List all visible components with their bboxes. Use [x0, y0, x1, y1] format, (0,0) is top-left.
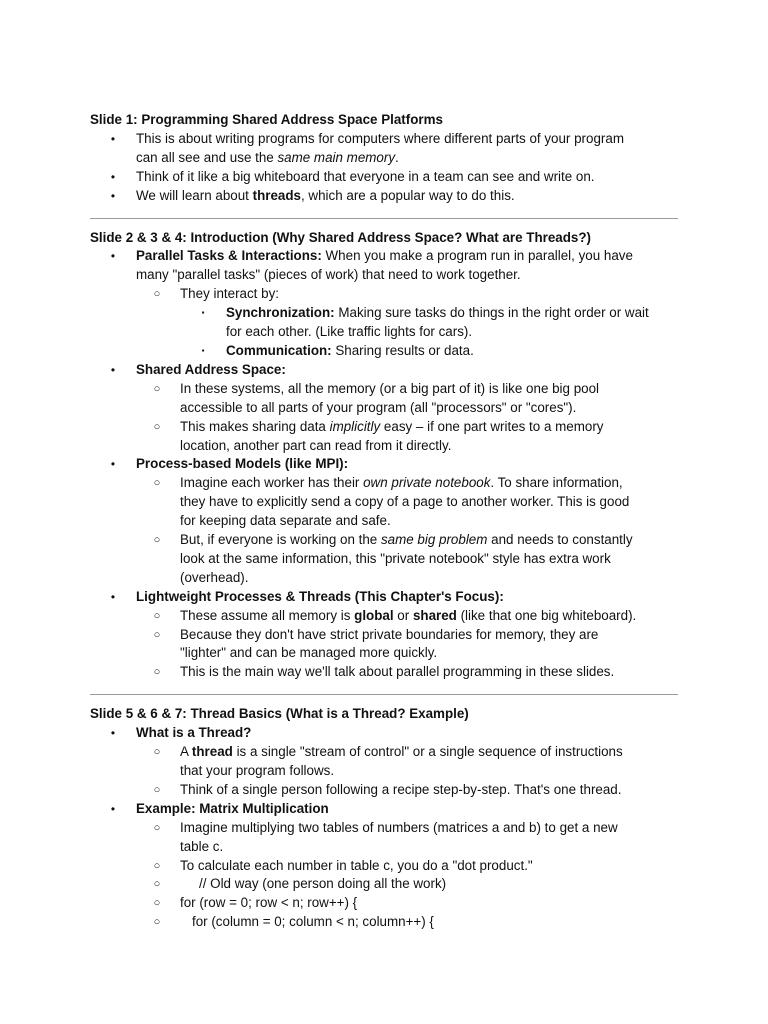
- bullet-icon: •: [110, 801, 116, 816]
- list-item: • What is a Thread?: [90, 724, 690, 743]
- circle-bullet-icon: ○: [153, 666, 161, 679]
- circle-bullet-icon: ○: [153, 821, 161, 834]
- list-item: • This is about writing programs for computers where different parts of your program: [90, 130, 690, 149]
- sub-list-item: ○ This is the main way we'll talk about parallel programming in these slides.: [90, 663, 690, 682]
- list-item-continuation: can all see and use the same main memory.: [136, 149, 399, 165]
- sub-list-item: ○ In these systems, all the memory (or a big part of it) is like one big pool: [90, 380, 690, 399]
- circle-bullet-icon: ○: [153, 897, 161, 910]
- bullet-icon: •: [110, 169, 116, 184]
- sub-list-item: ○ Imagine multiplying two tables of numbers (matrices a and b) to get a new: [90, 819, 690, 838]
- list-item: • Example: Matrix Multiplication: [90, 800, 690, 819]
- list-item: • Lightweight Processes & Threads (This Chapter's Focus):: [90, 588, 690, 607]
- sub-list-item: ○ for (row = 0; row < n; row++) {: [90, 894, 690, 913]
- bullet-icon: •: [110, 589, 116, 604]
- circle-bullet-icon: ○: [153, 916, 161, 929]
- slide5-heading: Slide 5 & 6 & 7: Thread Basics (What is a Thread? Example): [90, 706, 469, 722]
- list-item-continuation: that your program follows.: [180, 763, 335, 778]
- circle-bullet-icon: ○: [153, 878, 161, 891]
- sub-sub-list-item: ▪ Communication: Sharing results or data.: [90, 342, 690, 361]
- circle-bullet-icon: ○: [153, 783, 161, 796]
- list-item: • Shared Address Space:: [90, 361, 690, 380]
- list-item-continuation: accessible to all parts of your program (all "processors" or "cores").: [180, 399, 577, 415]
- circle-bullet-icon: ○: [153, 628, 161, 641]
- bullet-icon: •: [110, 249, 116, 264]
- sub-list-item: ○ Because they don't have strict private boundaries for memory, they are: [90, 626, 690, 645]
- sub-list-item: ○ for (column = 0; column < n; column++) {: [90, 913, 690, 932]
- circle-bullet-icon: ○: [153, 420, 161, 433]
- square-bullet-icon: ▪: [201, 345, 205, 355]
- circle-bullet-icon: ○: [153, 382, 161, 395]
- list-item-continuation: table c.: [180, 838, 224, 854]
- circle-bullet-icon: ○: [153, 746, 161, 759]
- list-item-continuation: many "parallel tasks" (pieces of work) that need to work together.: [136, 267, 521, 283]
- circle-bullet-icon: ○: [153, 609, 161, 622]
- list-item-continuation: for each other. (Like traffic lights for cars).: [226, 324, 473, 340]
- list-item: • We will learn about threads, which are a popular way to do this.: [90, 187, 690, 206]
- sub-sub-list-item: ▪ Synchronization: Making sure tasks do things in the right order or wait: [90, 304, 690, 323]
- section-divider: [90, 694, 678, 695]
- list-item-continuation: look at the same information, this "private notebook" style has extra work: [180, 550, 611, 566]
- square-bullet-icon: ▪: [201, 308, 205, 318]
- bullet-icon: •: [110, 188, 116, 203]
- circle-bullet-icon: ○: [153, 477, 161, 490]
- document-body: [90, 111, 690, 932]
- list-item-continuation: (overhead).: [180, 569, 249, 585]
- circle-bullet-icon: ○: [153, 859, 161, 872]
- list-item: • Parallel Tasks & Interactions: When you make a program run in parallel, you have: [90, 247, 690, 266]
- sub-list-item: ○ But, if everyone is working on the same big problem and needs to constantly: [90, 531, 690, 550]
- bullet-icon: •: [110, 457, 116, 472]
- sub-list-item: ○ Imagine each worker has their own private notebook. To share information,: [90, 474, 690, 493]
- list-item-continuation: location, another part can read from it directly.: [180, 437, 452, 453]
- section-divider: [90, 218, 678, 219]
- list-item-continuation: for keeping data separate and safe.: [180, 513, 391, 529]
- sub-list-item: ○ This makes sharing data implicitly easy – if one part writes to a memory: [90, 418, 690, 437]
- sub-list-item: ○ // Old way (one person doing all the work): [90, 875, 690, 894]
- sub-list-item: ○ Think of a single person following a recipe step-by-step. That's one thread.: [90, 781, 690, 800]
- circle-bullet-icon: ○: [153, 288, 161, 301]
- list-item-continuation: "lighter" and can be managed more quickly.: [180, 645, 438, 661]
- sub-list-item: ○ They interact by:: [90, 285, 690, 304]
- slide1-heading: Slide 1: Programming Shared Address Space Platforms: [90, 112, 443, 127]
- circle-bullet-icon: ○: [153, 534, 161, 547]
- bullet-icon: •: [110, 362, 116, 377]
- sub-list-item: ○ To calculate each number in table c, you do a "dot product.": [90, 857, 690, 876]
- slide2-heading: Slide 2 & 3 & 4: Introduction (Why Shared Address Space? What are Threads?): [90, 229, 591, 245]
- list-item: • Process-based Models (like MPI):: [90, 455, 690, 474]
- list-item: • Think of it like a big whiteboard that everyone in a team can see and write on.: [90, 168, 690, 187]
- bullet-icon: •: [110, 131, 116, 146]
- bullet-icon: •: [110, 726, 116, 741]
- sub-list-item: ○ These assume all memory is global or shared (like that one big whiteboard).: [90, 607, 690, 626]
- sub-list-item: ○ A thread is a single "stream of control" or a single sequence of instructions: [90, 743, 690, 762]
- list-item-continuation: they have to explicitly send a copy of a page to another worker. This is good: [180, 494, 630, 510]
